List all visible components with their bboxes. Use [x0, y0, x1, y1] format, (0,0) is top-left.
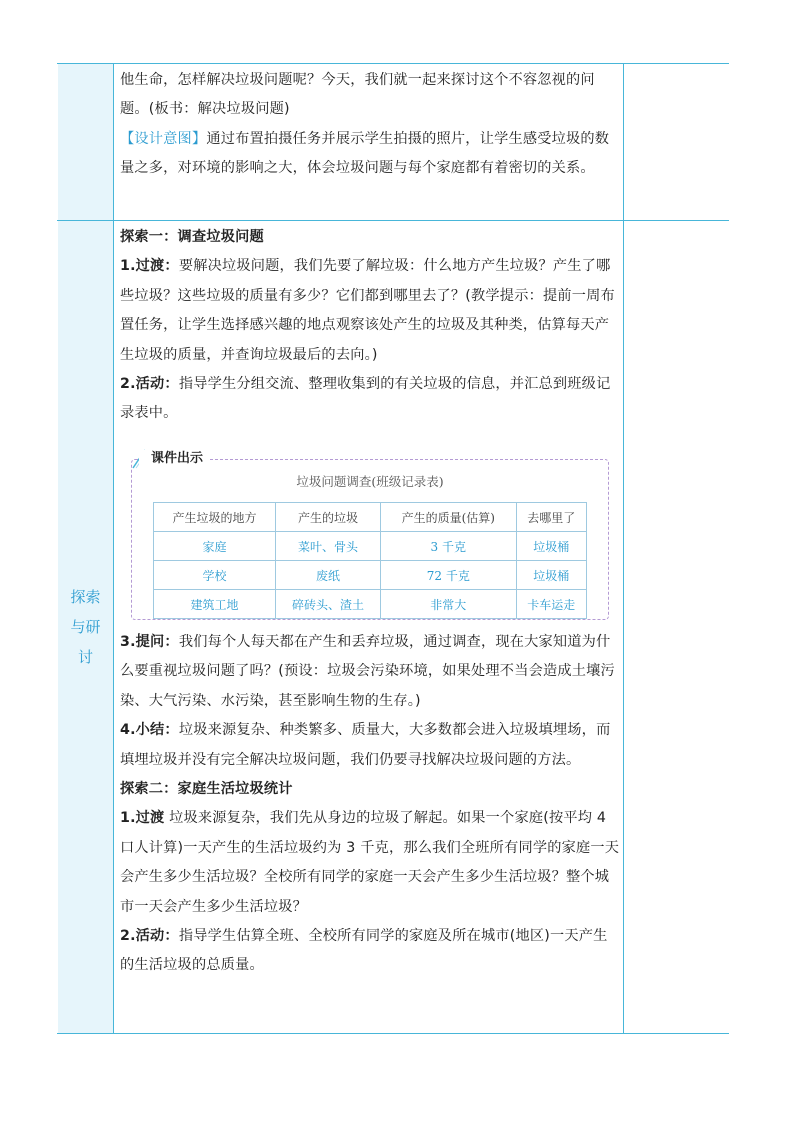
survey-header-place: 产生垃圾的地方 — [154, 503, 276, 532]
row2-content-bottom — [120, 628, 620, 981]
explore2-item1-text: 垃圾来源复杂，我们先从身边的垃圾了解起。如果一个家庭(按平均 4 口人计算)一天产生的生活垃圾约为 3 千克，那么我们全班所有同学的家庭一天会产生多少生活垃圾？全校所有同学的家庭一天会产生多少生活垃圾？整个城市一天会产生多少生活垃圾？ — [120, 810, 620, 915]
explore1-item3-label: 3.提问： — [120, 634, 179, 650]
explore2-title: 探索二：家庭生活垃圾统计 — [120, 781, 293, 798]
table-row — [154, 561, 587, 590]
explore1-item3 — [120, 628, 620, 716]
table-bottom-border — [57, 1033, 729, 1034]
explore1-item1-text: 要解决垃圾问题，我们先要了解垃圾：什么地方产生垃圾？产生了哪些垃圾？这些垃圾的质量有多少？它们都到哪里去了？(教学提示：提前一周布置任务，让学生选择感兴趣的地点观察该处产生的垃圾及其种类，估算每天产生垃圾的质量，并查询垃圾最后的去向。) — [120, 258, 615, 363]
survey-header-mass: 产生的质量(估算) — [381, 503, 517, 532]
explore1-item4-label: 4.小结： — [120, 722, 179, 739]
section-label — [58, 582, 113, 672]
survey-cell: 建筑工地 — [154, 590, 276, 619]
explore1-item2-label: 2.活动： — [120, 376, 179, 393]
explore2-item2 — [120, 922, 620, 981]
table-row — [154, 590, 587, 619]
explore2-item2-label: 2.活动： — [120, 928, 179, 945]
survey-cell: 非常大 — [381, 590, 517, 619]
explore2-item2-text: 指导学生估算全班、全校所有同学的家庭及所在城市(地区)一天产生的生活垃圾的总质量。 — [120, 928, 608, 974]
explore1-title: 探索一：调查垃圾问题 — [120, 229, 264, 245]
survey-cell: 垃圾桶 — [516, 561, 586, 590]
survey-cell: 3 千克 — [381, 532, 517, 561]
section-label-line2: 与研 — [70, 618, 101, 636]
row1-paragraph: 他生命，怎样解决垃圾问题呢？今天，我们就一起来探讨这个不容忽视的问题。(板书：解决垃圾问题) — [120, 72, 595, 118]
survey-table — [153, 502, 587, 619]
survey-cell: 废纸 — [276, 561, 381, 590]
explore1-item2-text: 指导学生分组交流、整理收集到的有关垃圾的信息，并汇总到班级记录表中。 — [120, 376, 611, 422]
survey-cell: 卡车运走 — [516, 590, 586, 619]
survey-cell: 垃圾桶 — [516, 532, 586, 561]
courseware-box — [131, 448, 609, 620]
explore2-item1 — [120, 804, 620, 922]
design-intent-label: 【设计意图】 — [120, 130, 207, 147]
explore1-item4 — [120, 716, 620, 775]
design-intent — [120, 125, 620, 184]
survey-table-header-row — [154, 503, 587, 532]
section-label-line3: 讨 — [77, 648, 93, 666]
explore1-item3-text: 我们每个人每天都在产生和丢弃垃圾，通过调查，现在大家知道为什么要重视垃圾问题了吗？(预设：垃圾会污染环境，如果处理不当会造成土壤污染、大气污染、水污染，甚至影响生物的生存。) — [120, 634, 615, 709]
survey-table-title: 垃圾问题调查(班级记录表) — [296, 474, 444, 489]
table-top-border — [57, 63, 729, 64]
explore1-item4-text: 垃圾来源复杂、种类繁多、质量大，大多数都会进入垃圾填埋场，而填埋垃圾并没有完全解决垃圾问题，我们仍要寻找解决垃圾问题的方法。 — [120, 722, 611, 768]
row-divider — [57, 220, 729, 221]
row1-content — [120, 66, 620, 184]
survey-header-garbage: 产生的垃圾 — [276, 503, 381, 532]
survey-cell: 家庭 — [154, 532, 276, 561]
survey-cell: 72 千克 — [381, 561, 517, 590]
row2-content-top — [120, 223, 620, 429]
left-column-bg-row1 — [58, 64, 113, 220]
col-divider-2 — [623, 63, 624, 1034]
survey-cell: 菜叶、骨头 — [276, 532, 381, 561]
table-row — [154, 532, 587, 561]
survey-cell: 碎砖头、渣土 — [276, 590, 381, 619]
survey-header-destination: 去哪里了 — [516, 503, 586, 532]
col-divider-1 — [113, 63, 114, 1034]
survey-cell: 学校 — [154, 561, 276, 590]
explore1-item1 — [120, 252, 620, 370]
explore2-item1-label: 1.过渡 — [120, 810, 165, 827]
section-label-line1: 探索 — [70, 588, 101, 606]
explore1-item1-label: 1.过渡： — [120, 258, 179, 275]
design-intent-text: 通过布置拍摄任务并展示学生拍摄的照片，让学生感受垃圾的数量之多，对环境的影响之大，体会垃圾问题与每个家庭都有着密切的关系。 — [120, 130, 610, 177]
explore1-item2 — [120, 370, 620, 429]
courseware-tag: 课件出示 — [139, 450, 209, 468]
